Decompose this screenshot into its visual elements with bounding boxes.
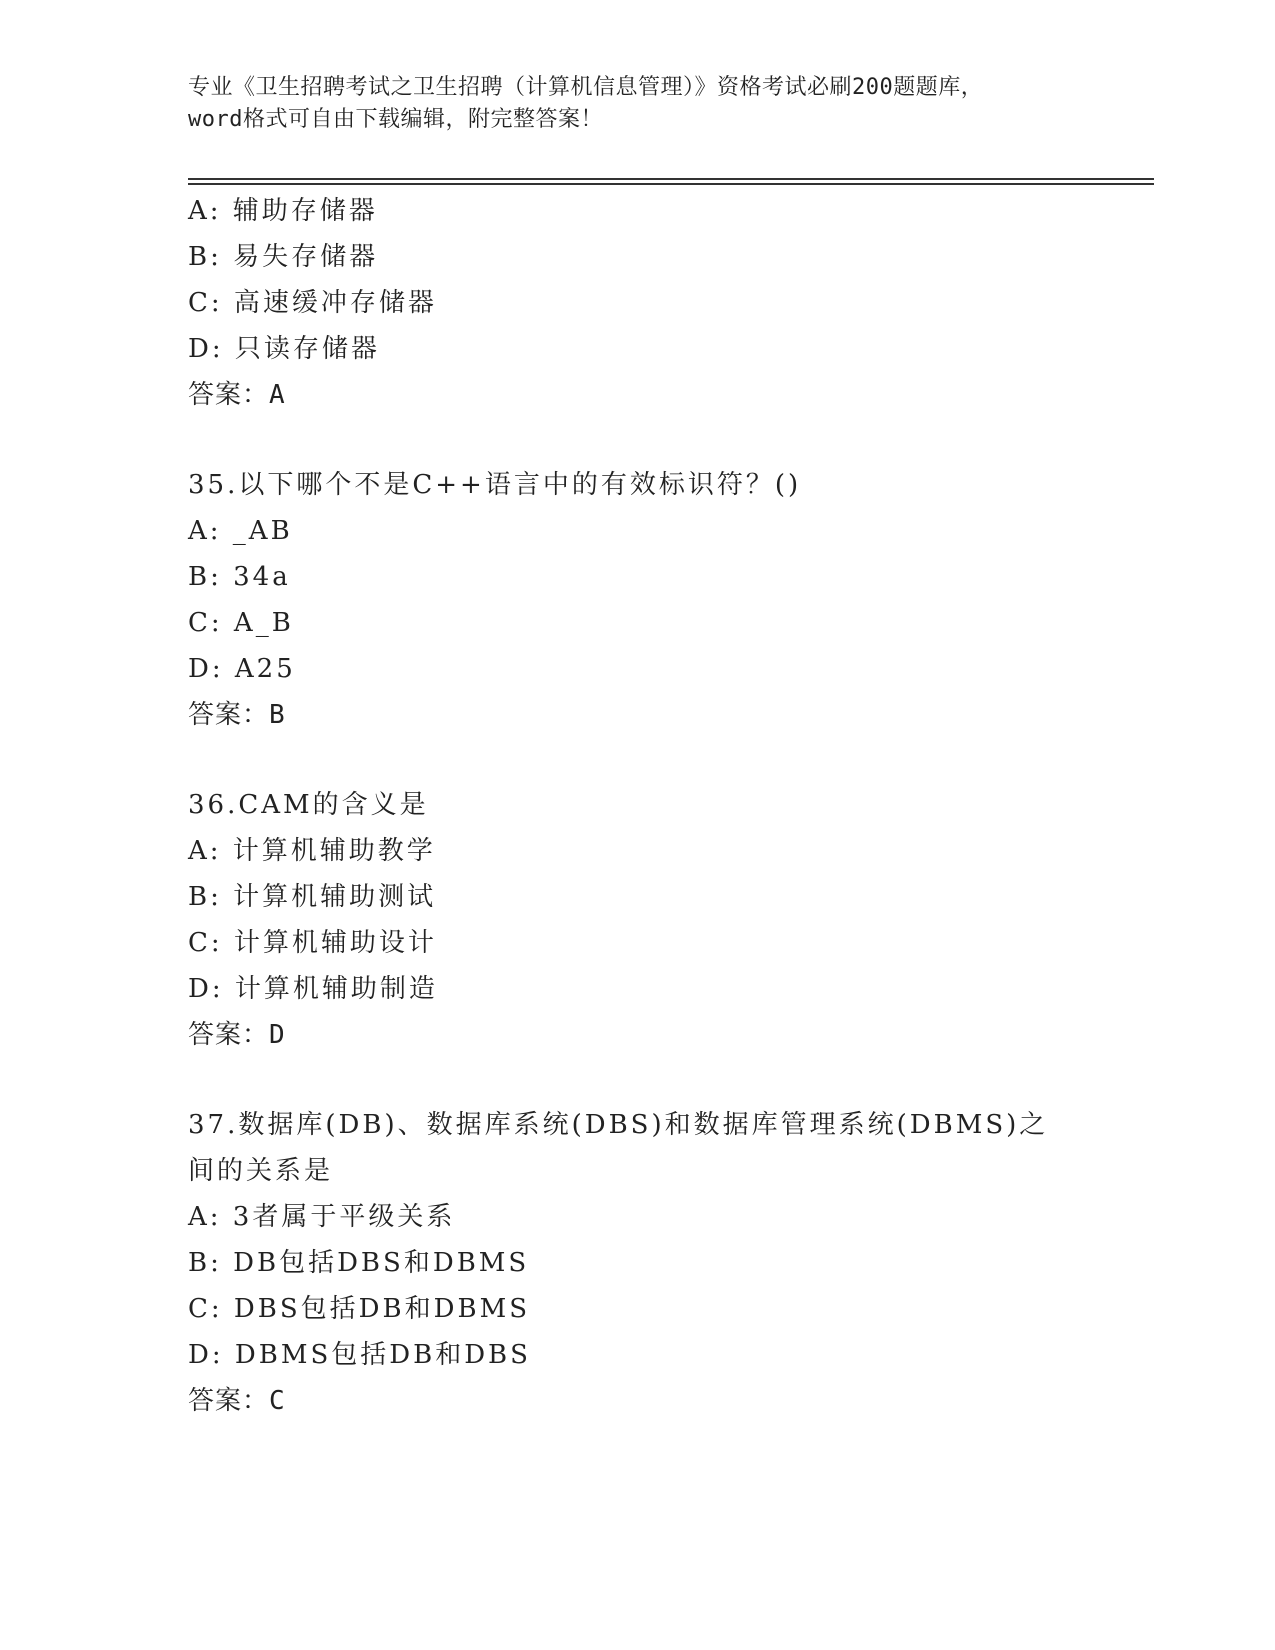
option-a: A: _AB xyxy=(188,516,293,546)
question-block-37 xyxy=(188,1102,1108,1424)
option-b: B: 易失存储器 xyxy=(188,242,379,272)
option-c: C: A_B xyxy=(188,608,294,638)
answer-line: 答案：B xyxy=(188,700,286,730)
header-divider-bottom xyxy=(188,183,1154,185)
question-block-35 xyxy=(188,462,1108,738)
option-d: D: A25 xyxy=(188,654,296,684)
question-text: 35.以下哪个不是C++语言中的有效标识符？() xyxy=(188,470,802,500)
header-divider-top xyxy=(188,178,1154,180)
option-a: A: 辅助存储器 xyxy=(188,196,378,226)
option-d: D: DBMS包括DB和DBS xyxy=(188,1340,531,1370)
option-b: B: DB包括DBS和DBMS xyxy=(188,1248,530,1278)
header-line-2: word格式可自由下载编辑，附完整答案！ xyxy=(188,107,603,132)
option-d: D: 只读存储器 xyxy=(188,334,380,364)
option-c: C: DBS包括DB和DBMS xyxy=(188,1294,531,1324)
option-a: A: 3者属于平级关系 xyxy=(188,1202,456,1232)
question-text: 37.数据库(DB)、数据库系统(DBS)和数据库管理系统(DBMS)之间的关系是 xyxy=(188,1110,1049,1186)
option-c: C: 计算机辅助设计 xyxy=(188,928,437,958)
option-d: D: 计算机辅助制造 xyxy=(188,974,438,1004)
header-line-1: 专业《卫生招聘考试之卫生招聘（计算机信息管理）》资格考试必刷200题题库， xyxy=(188,75,984,100)
question-text: 36.CAM的含义是 xyxy=(188,790,429,820)
question-block-prev xyxy=(188,188,1108,418)
option-b: B: 计算机辅助测试 xyxy=(188,882,437,912)
answer-line: 答案：D xyxy=(188,1020,286,1050)
option-c: C: 高速缓冲存储器 xyxy=(188,288,437,318)
answer-line: 答案：C xyxy=(188,1386,286,1416)
option-b: B: 34a xyxy=(188,562,291,592)
question-list xyxy=(188,188,1108,1424)
answer-line: 答案：A xyxy=(188,380,286,410)
question-block-36 xyxy=(188,782,1108,1058)
option-a: A: 计算机辅助教学 xyxy=(188,836,436,866)
document-header xyxy=(188,72,1088,136)
